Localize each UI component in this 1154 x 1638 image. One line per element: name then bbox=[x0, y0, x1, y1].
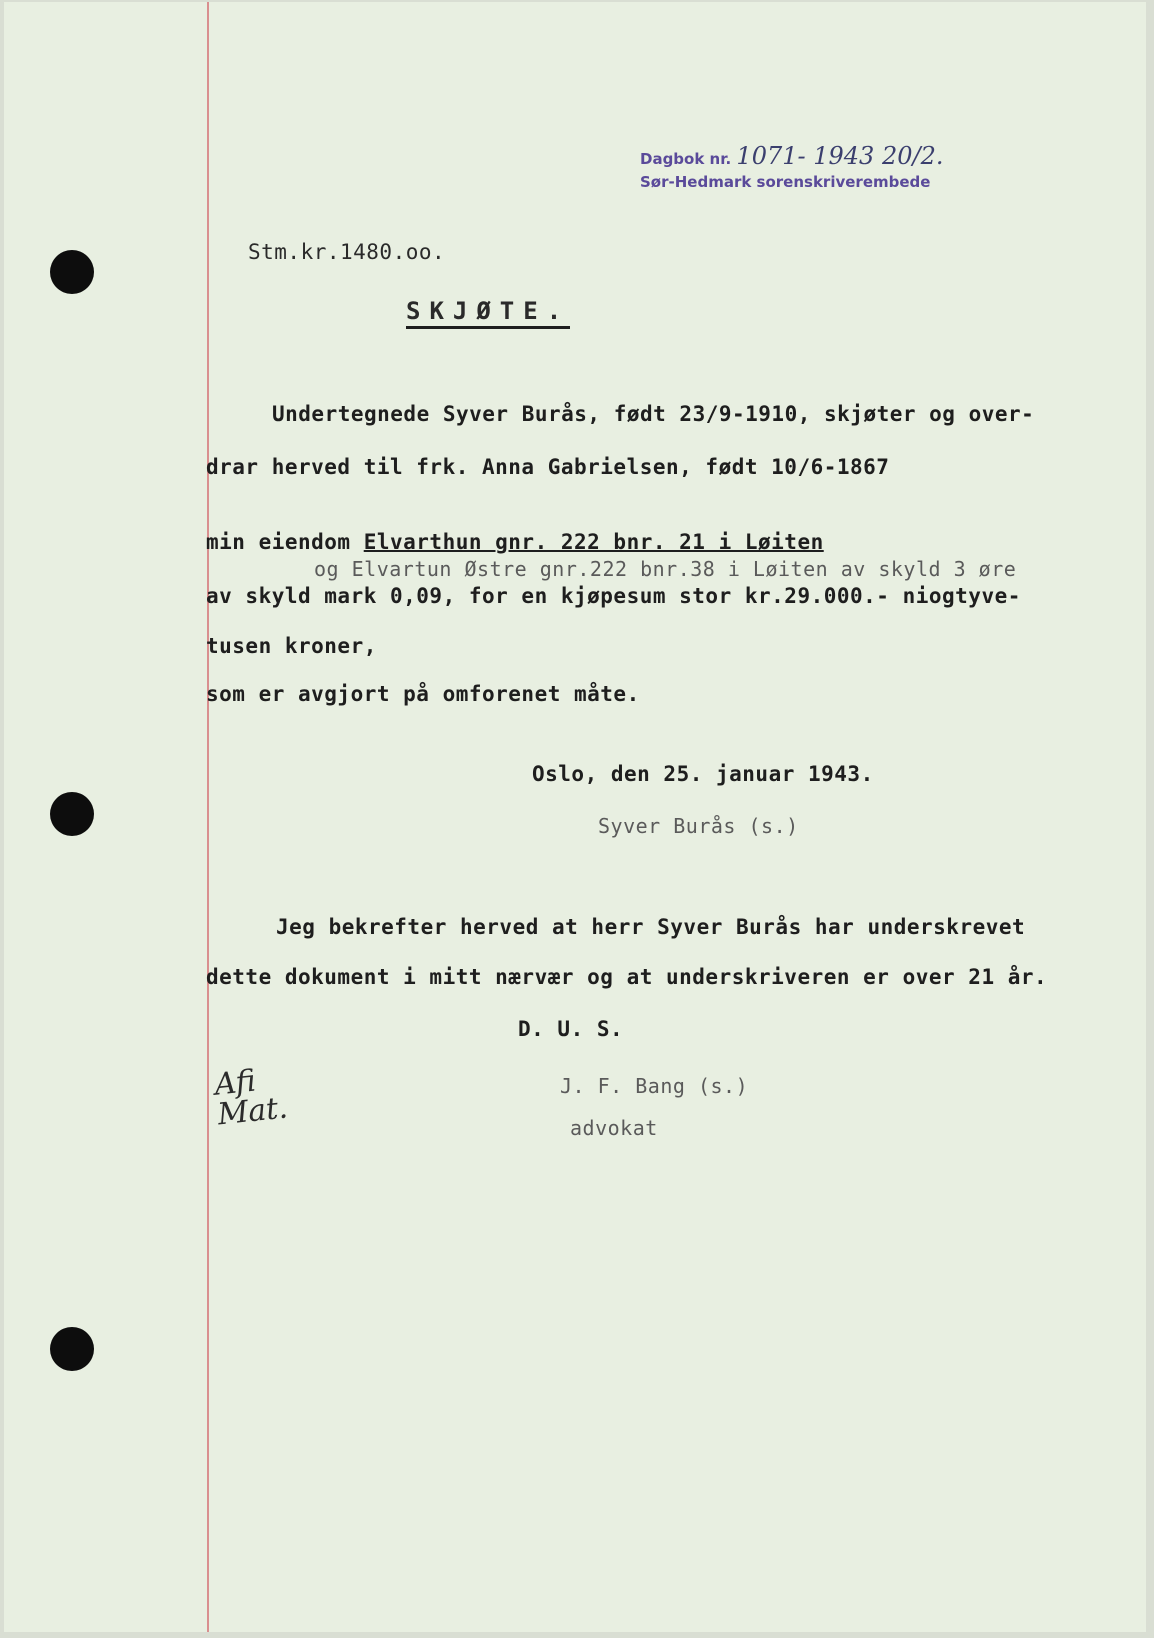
margin-rule bbox=[207, 2, 209, 1632]
place-and-date: Oslo, den 25. januar 1943. bbox=[532, 762, 874, 786]
paragraph-3-line-2: dette dokument i mitt nærvær og at underskriveren er over 21 år. bbox=[206, 965, 1048, 989]
stamp-handwritten-number: 1071- 1943 20/2. bbox=[736, 142, 944, 170]
paragraph-2-line-3: tusen kroner, bbox=[206, 634, 377, 658]
stamp-prefix: Dagbok nr. bbox=[640, 150, 732, 168]
document-title: SKJØTE. bbox=[406, 297, 570, 329]
handwritten-initials bbox=[212, 1063, 290, 1133]
registry-stamp bbox=[640, 140, 943, 193]
signer-2: J. F. Bang (s.) bbox=[560, 1074, 749, 1098]
punch-hole bbox=[50, 250, 94, 294]
paragraph-2-line-4: som er avgjort på omforenet måte. bbox=[206, 682, 640, 706]
signer-2-title: advokat bbox=[570, 1116, 658, 1140]
stamp-office: Sør-Hedmark sorenskriverembede bbox=[640, 173, 931, 192]
punch-hole bbox=[50, 1327, 94, 1371]
document-page bbox=[4, 2, 1146, 1632]
punch-hole bbox=[50, 792, 94, 836]
paragraph-1-line-1: Undertegnede Syver Burås, født 23/9-1910, skjøter og over- bbox=[272, 402, 1035, 426]
paragraph-1-line-2: drar herved til frk. Anna Gabrielsen, født 10/6-1867 bbox=[206, 455, 890, 479]
property-prefix: min eiendom bbox=[206, 530, 364, 554]
initials-line-1: Afi bbox=[212, 1063, 258, 1103]
dus: D. U. S. bbox=[518, 1017, 624, 1041]
initials-line-2: Mat. bbox=[215, 1090, 290, 1133]
property-name: Elvarthun gnr. 222 bnr. 21 i Løiten bbox=[363, 530, 824, 554]
signer-1: Syver Burås (s.) bbox=[598, 814, 799, 838]
typed-insertion: og Elvartun Østre gnr.222 bnr.38 i Løiten av skyld 3 øre bbox=[314, 557, 1017, 581]
paragraph-3-line-1: Jeg bekrefter herved at herr Syver Burås har underskrevet bbox=[276, 915, 1026, 939]
stamp-duty: Stm.kr.1480.oo. bbox=[248, 240, 446, 264]
paragraph-2-line-1 bbox=[206, 530, 824, 554]
paragraph-2-line-2: av skyld mark 0,09, for en kjøpesum stor kr.29.000.- niogtyve- bbox=[206, 584, 1021, 608]
